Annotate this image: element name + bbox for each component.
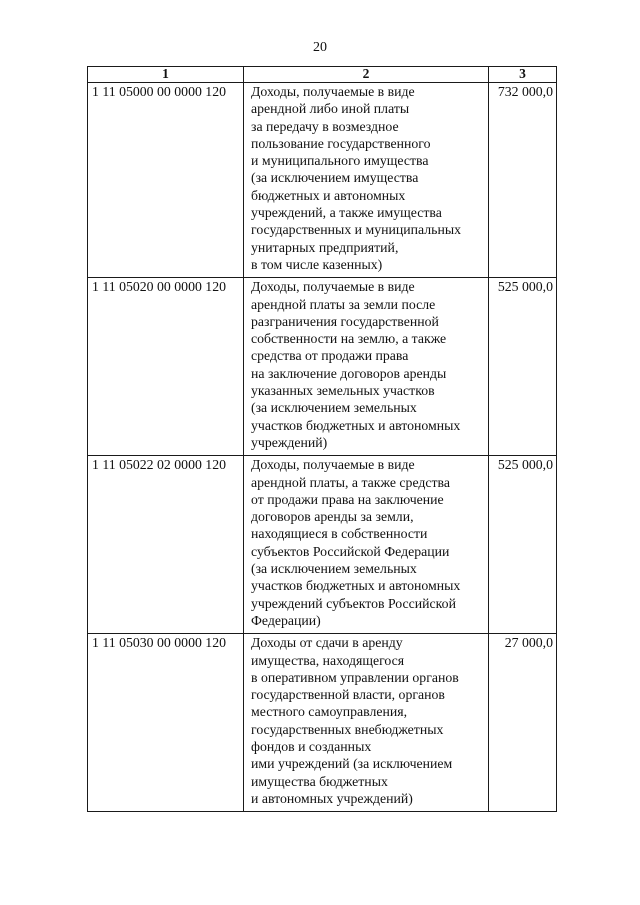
revenue-name-line: разграничения государственной	[251, 313, 439, 329]
revenue-name-line: участков бюджетных и автономных	[251, 417, 461, 433]
revenue-name-line: указанных земельных участков	[251, 383, 435, 399]
revenue-name-line: государственных внебюджетных	[251, 721, 444, 737]
revenue-name-line: пользование государственного	[251, 135, 431, 151]
revenue-name-cell	[244, 278, 489, 456]
revenue-name-line: Федерации)	[251, 612, 321, 628]
revenue-name-line: государственных и муниципальных	[251, 222, 462, 238]
revenue-name-line: учреждений, а также имущества	[251, 205, 442, 221]
revenue-name-line: государственной власти, органов	[251, 687, 445, 703]
revenue-name-line: (за исключением имущества	[251, 170, 419, 186]
column-header-3: 3	[489, 67, 557, 83]
column-header-1: 1	[88, 67, 244, 83]
revenue-name-line: средства от продажи права	[251, 348, 409, 364]
revenue-name-line: и автономных учреждений)	[251, 790, 413, 806]
revenue-code-cell: 1 11 05020 00 0000 120	[88, 278, 244, 456]
table-body	[88, 83, 557, 812]
amount-cell: 27 000,0	[489, 634, 557, 812]
revenue-name-line: от продажи права на заключение	[251, 491, 444, 507]
revenue-name-line: арендной платы за земли после	[251, 296, 436, 312]
revenue-name-line: и муниципального имущества	[251, 153, 429, 169]
revenue-name-line: имущества бюджетных	[251, 773, 388, 789]
revenue-name-line: имущества, находящегося	[251, 652, 405, 668]
table-row	[88, 456, 557, 634]
revenue-name-line: местного самоуправления,	[251, 704, 408, 720]
revenue-name-line: учреждений)	[251, 434, 328, 450]
revenue-name-line: (за исключением земельных	[251, 561, 417, 577]
revenue-name-line: бюджетных и автономных	[251, 187, 406, 203]
revenue-name-cell	[244, 83, 489, 278]
revenue-name-line: участков бюджетных и автономных	[251, 578, 461, 594]
revenue-name-line: в оперативном управлении органов	[251, 669, 459, 685]
table-row	[88, 83, 557, 278]
revenue-name-line: собственности на землю, а также	[251, 331, 447, 347]
revenue-name-line: за передачу в возмездное	[251, 118, 399, 134]
amount-cell: 525 000,0	[489, 456, 557, 634]
revenue-name-line: Доходы, получаемые в виде	[251, 84, 415, 99]
column-header-2: 2	[244, 67, 489, 83]
table-row	[88, 634, 557, 812]
page-number: 20	[313, 40, 327, 55]
revenue-name-line: Доходы, получаемые в виде	[251, 279, 415, 295]
revenue-name-line: фондов и созданных	[251, 738, 372, 754]
revenue-name-line: арендной платы, а также средства	[251, 474, 451, 490]
amount-cell: 732 000,0	[489, 83, 557, 278]
revenue-name-line: ими учреждений (за исключением	[251, 756, 453, 772]
revenue-name-line: учреждений субъектов Российской	[251, 595, 456, 611]
revenue-name-line: унитарных предприятий,	[251, 239, 399, 255]
revenue-code-cell: 1 11 05022 02 0000 120	[88, 456, 244, 634]
table-header-row	[88, 67, 557, 83]
revenue-name-cell	[244, 456, 489, 634]
revenue-name-line: договоров аренды за земли,	[251, 509, 414, 525]
revenue-name-cell	[244, 634, 489, 812]
revenue-name-line: в том числе казенных)	[251, 256, 383, 272]
revenue-name-line: субъектов Российской Федерации	[251, 543, 450, 559]
budget-revenue-table	[87, 66, 557, 812]
revenue-name-line: находящиеся в собственности	[251, 526, 428, 542]
table-row	[88, 278, 557, 456]
revenue-name-line: на заключение договоров аренды	[251, 365, 447, 381]
revenue-name-line: арендной либо иной платы	[251, 101, 410, 117]
revenue-code-cell: 1 11 05000 00 0000 120	[88, 83, 244, 278]
revenue-code-cell: 1 11 05030 00 0000 120	[88, 634, 244, 812]
revenue-name-line: Доходы от сдачи в аренду	[251, 635, 403, 651]
revenue-name-line: Доходы, получаемые в виде	[251, 457, 415, 473]
amount-cell: 525 000,0	[489, 278, 557, 456]
revenue-name-line: (за исключением земельных	[251, 400, 417, 416]
